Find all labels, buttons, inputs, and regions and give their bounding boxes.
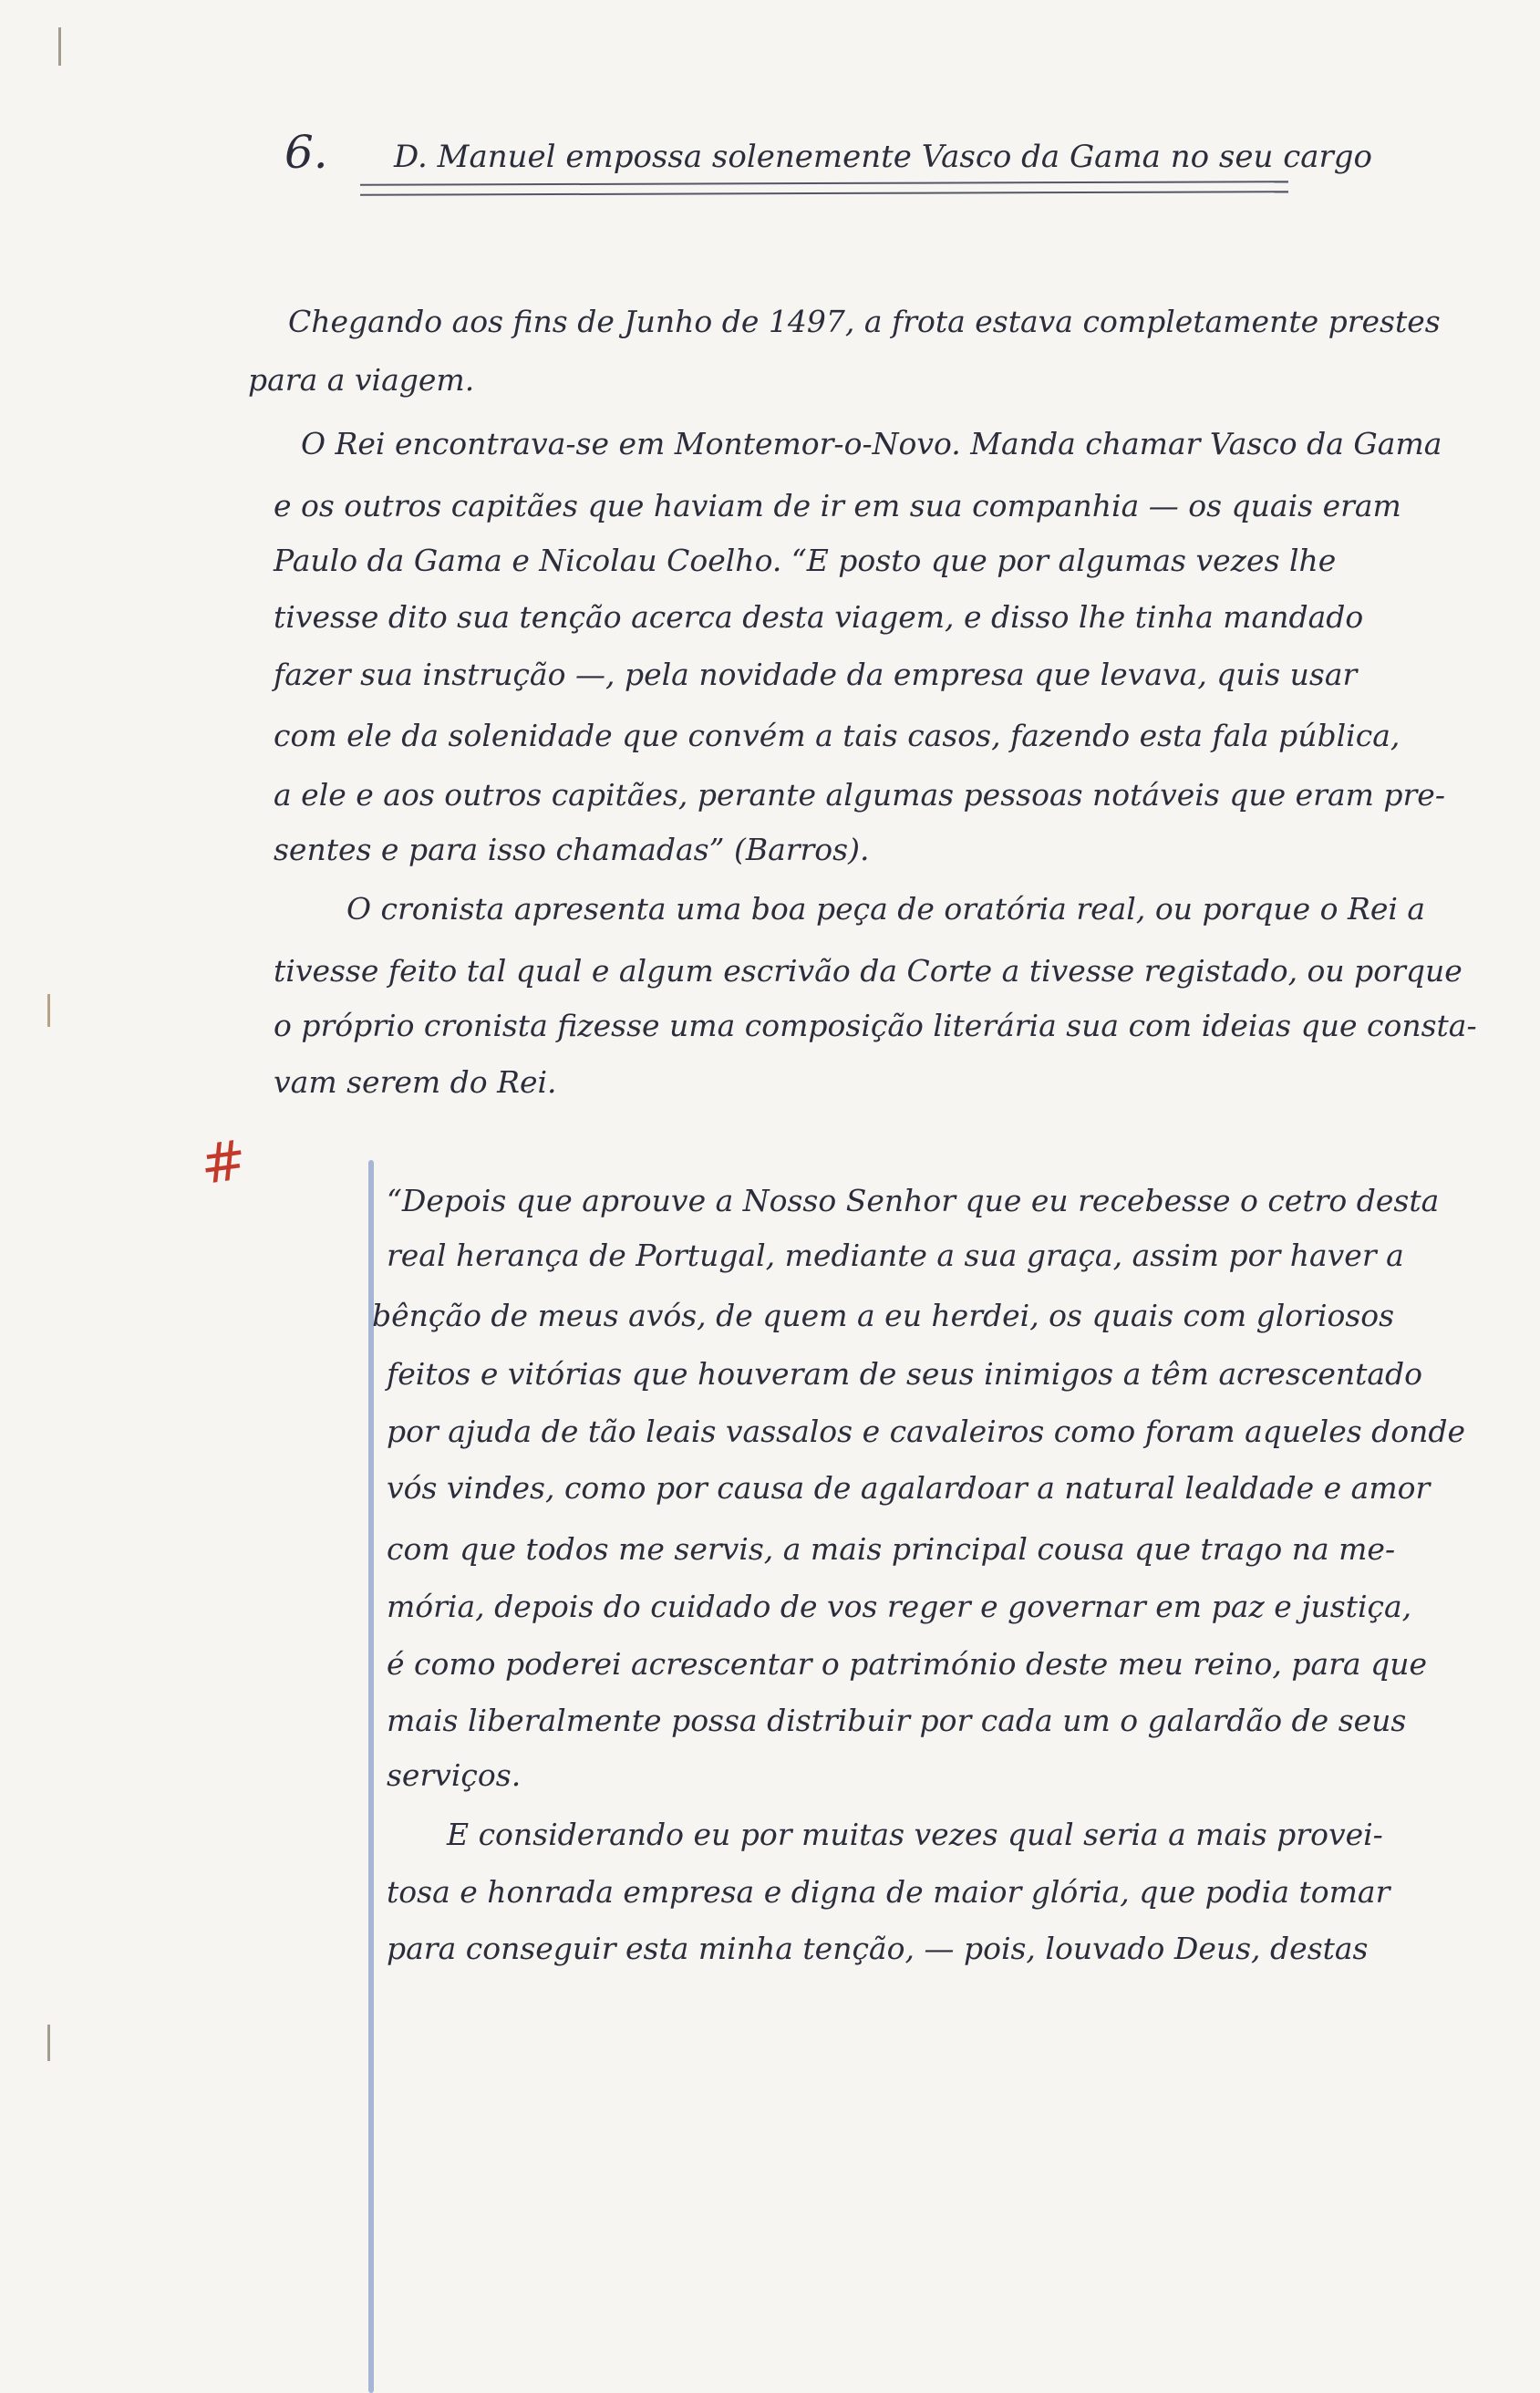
text-line: a ele e aos outros capitães, perante algumas pessoas notáveis que eram pre- bbox=[274, 777, 1445, 813]
text-line: Chegando aos fins de Junho de 1497, a frota estava completamente prestes bbox=[288, 304, 1441, 339]
quote-line: para conseguir esta minha tenção, — pois, louvado Deus, destas bbox=[387, 1931, 1369, 1966]
text-line: O Rei encontrava-se em Montemor-o-Novo. Manda chamar Vasco da Gama bbox=[301, 426, 1442, 461]
quote-line: tosa e honrada empresa e digna de maior glória, que podia tomar bbox=[387, 1874, 1390, 1910]
quote-line: real herança de Portugal, mediante a sua graça, assim por haver a bbox=[387, 1238, 1404, 1273]
text-line: o próprio cronista fizesse uma composição literária sua com ideias que consta- bbox=[274, 1008, 1477, 1043]
text-line: para a viagem. bbox=[248, 362, 475, 398]
quote-line: feitos e vitórias que houveram de seus inimigos a têm acrescentado bbox=[387, 1356, 1423, 1392]
paper-mark-top bbox=[58, 27, 61, 66]
quote-line: serviços. bbox=[387, 1757, 522, 1793]
section-number: 6. bbox=[284, 126, 328, 179]
text-line: O cronista apresenta uma boa peça de oratória real, ou porque o Rei a bbox=[346, 891, 1426, 927]
paper-mark-mid bbox=[47, 994, 50, 1027]
section-title: D. Manuel empossa solenemente Vasco da Gama no seu cargo bbox=[394, 139, 1373, 175]
quote-line: com que todos me servis, a mais principal cousa que trago na me- bbox=[387, 1531, 1396, 1567]
paper-mark-bottom bbox=[47, 2025, 50, 2061]
quote-line: mais liberalmente possa distribuir por cada um o galardão de seus bbox=[387, 1703, 1407, 1738]
text-line: e os outros capitães que haviam de ir em sua companhia — os quais eram bbox=[274, 488, 1401, 523]
text-line: fazer sua instrução —, pela novidade da empresa que levava, quis usar bbox=[274, 657, 1358, 692]
quote-line: E considerando eu por muitas vezes qual seria a mais provei- bbox=[447, 1817, 1383, 1852]
quote-line: mória, depois do cuidado de vos reger e governar em paz e justiça, bbox=[387, 1589, 1412, 1624]
quote-line: vós vindes, como por causa de agalardoar a natural lealdade e amor bbox=[387, 1470, 1431, 1506]
margin-hash-mark: # bbox=[196, 1127, 251, 1198]
text-line: tivesse dito sua tenção acerca desta viagem, e disso lhe tinha mandado bbox=[274, 599, 1364, 635]
text-line: sentes e para isso chamadas” (Barros). bbox=[274, 832, 870, 867]
quote-line: “Depois que aprouve a Nosso Senhor que eu recebesse o cetro desta bbox=[387, 1183, 1440, 1218]
text-line: com ele da solenidade que convém a tais casos, fazendo esta fala pública, bbox=[274, 718, 1400, 753]
quote-line: bênção de meus avós, de quem a eu herdei, os quais com gloriosos bbox=[372, 1298, 1395, 1333]
quote-line: é como poderei acrescentar o património deste meu reino, para que bbox=[387, 1646, 1427, 1682]
quote-line: por ajuda de tão leais vassalos e cavaleiros como foram aqueles donde bbox=[387, 1414, 1466, 1449]
title-underline bbox=[360, 181, 1288, 196]
text-line: vam serem do Rei. bbox=[274, 1064, 557, 1100]
quote-bar bbox=[368, 1160, 374, 2393]
text-line: Paulo da Gama e Nicolau Coelho. “E posto que por algumas vezes lhe bbox=[274, 543, 1337, 578]
text-line: tivesse feito tal qual e algum escrivão da Corte a tivesse registado, ou porque bbox=[274, 953, 1462, 989]
